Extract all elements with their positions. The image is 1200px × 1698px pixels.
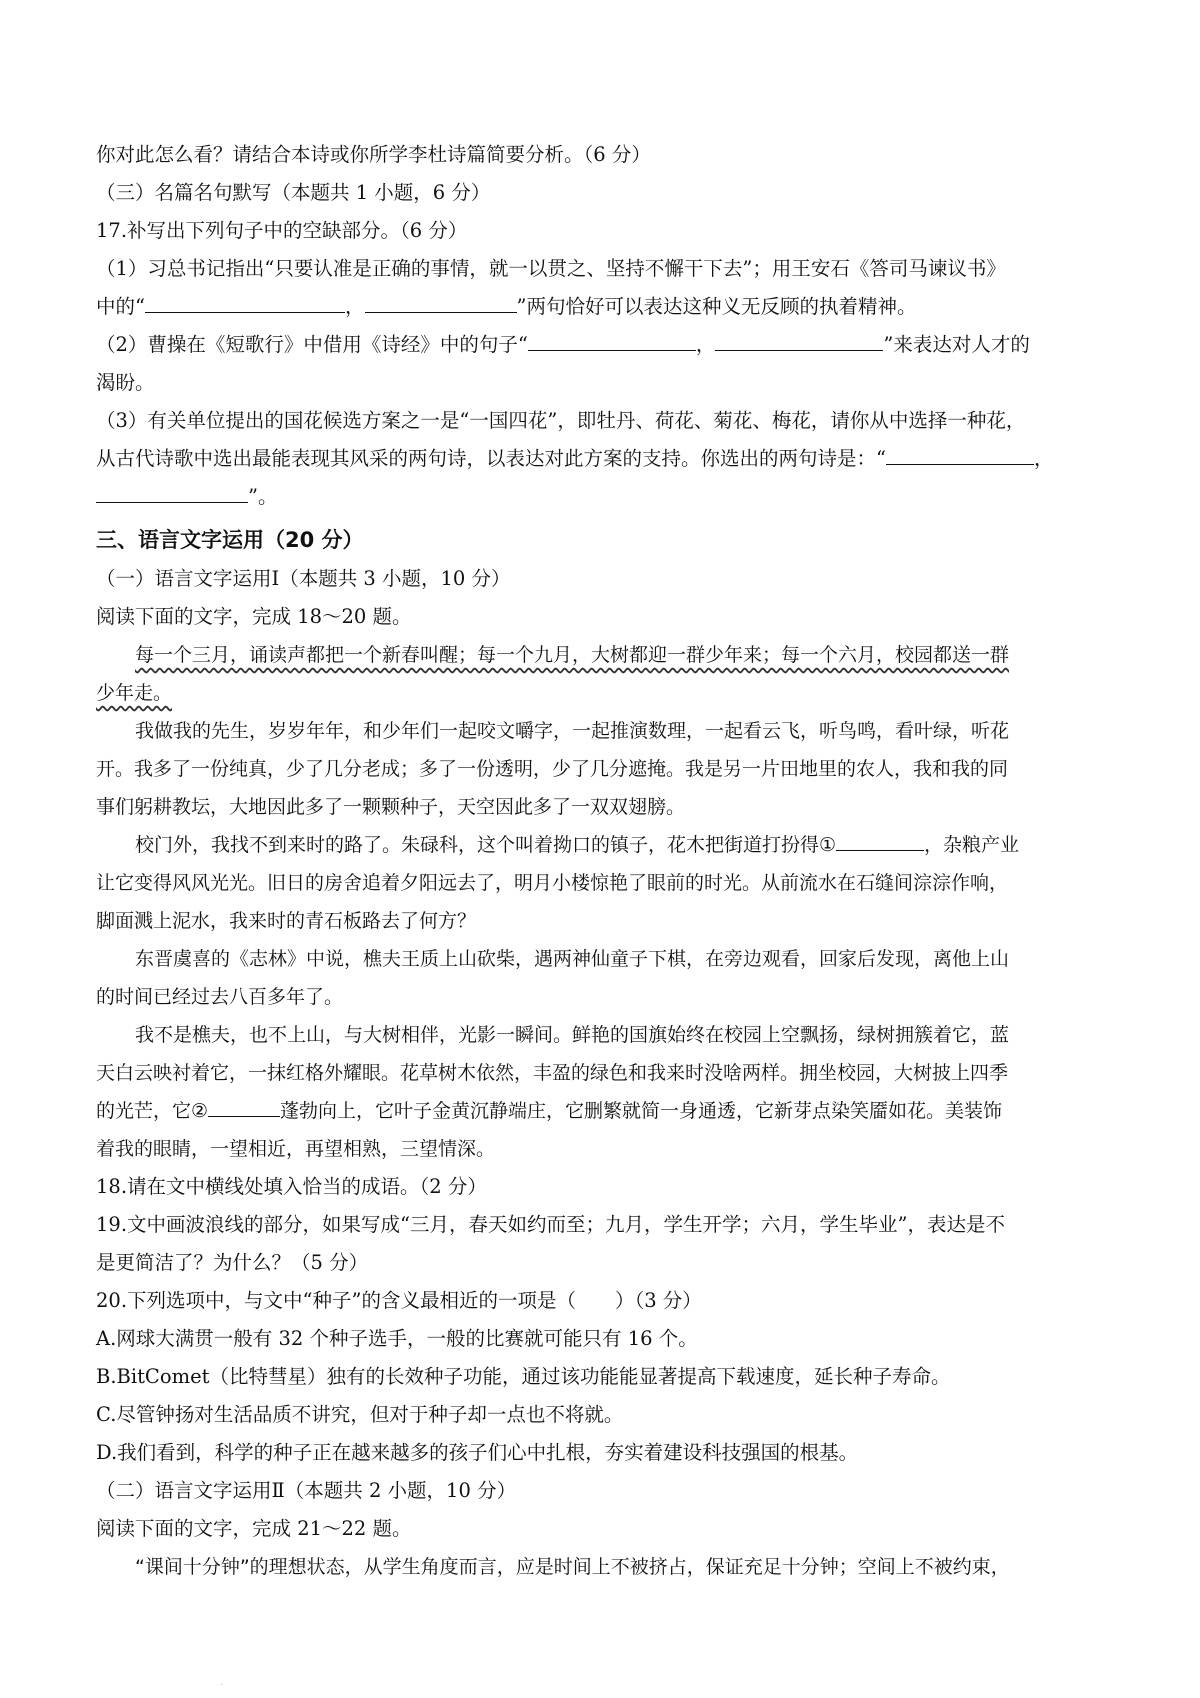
passage-para2-line1: 我做我的先生，岁岁年年，和少年们一起咬文嚼字，一起推演数理，一起看云飞，听鸟鸣，看叶绿，听花	[135, 720, 1010, 742]
text: 校门外，我找不到来时的路了。朱碌科，这个叫着拗口的镇子，花木把街道打扮得①	[135, 834, 837, 856]
q17-item3-line2	[96, 440, 1104, 478]
text: 中的“	[96, 295, 145, 318]
passage-para3-line3: 脚面溅上泥水，我来时的青石板路去了何方？	[96, 910, 477, 932]
subsection2-title: （二）语言文字运用Ⅱ（本题共 2 小题，10 分）	[96, 1479, 517, 1502]
q17-item2-line1	[96, 326, 1104, 364]
reading-instruction-1: 阅读下面的文字，完成 18～20 题。	[96, 605, 412, 628]
passage-para5-line4: 着我的眼睛，一望相近，再望相熟，三望情深。	[96, 1138, 496, 1160]
text: ”。	[248, 485, 278, 508]
option-b[interactable]: B.BitComet（比特彗星）独有的长效种子功能，通过该功能能显著提高下载速度，延长种子寿命。	[96, 1365, 951, 1388]
text: ，杂粮产业	[924, 834, 1020, 856]
passage-para4-line2: 的时间已经过去八百多年了。	[96, 986, 344, 1008]
part3-heading: 三、语言文字运用（20 分）	[96, 528, 364, 552]
q17-item2-line2: 渴盼。	[96, 371, 155, 394]
option-a[interactable]: A.网球大满贯一般有 32 个种子选手，一般的比赛就可能只有 16 个。	[96, 1327, 698, 1350]
passage-para2-line2: 开。我多了一份纯真，少了几分老成；多了一份透明，少了几分遮掩。我是另一片田地里的农人，我和我的同	[96, 758, 1009, 780]
q18: 18.请在文中横线处填入恰当的成语。（2 分）	[96, 1175, 487, 1198]
text: ，	[1033, 447, 1054, 470]
passage-para1-cont	[96, 674, 1104, 712]
passage2-para1-line1: “课间十分钟”的理想状态，从学生角度而言，应是时间上不被挤占，保证充足十分钟；空间上不被约束，	[135, 1556, 1010, 1578]
text: ”来表达对人才的	[883, 333, 1030, 356]
passage-para2-line3: 事们躬耕教坛，大地因此多了一颗颗种子，天空因此多了一双双翅膀。	[96, 796, 686, 818]
answer-blank[interactable]	[145, 290, 345, 313]
text: 的光芒，它②	[96, 1100, 209, 1122]
answer-blank[interactable]	[886, 442, 1034, 465]
text: ，	[344, 295, 365, 318]
text: ，	[695, 333, 716, 356]
q17-item1-line2	[96, 288, 1104, 326]
answer-blank-1[interactable]	[836, 828, 924, 851]
text: （2）曹操在《短歌行》中借用《诗经》中的句子“	[96, 333, 528, 356]
wavy-underlined-text: 每一个三月，诵读声都把一个新春叫醒；每一个九月，大树都迎一群少年来；每一个六月，校园都送一群	[135, 644, 1010, 666]
text: 从古代诗歌中选出最能表现其风采的两句诗，以表达对此方案的支持。你选出的两句诗是：“	[96, 447, 886, 470]
q19-line2: 是更简洁了？为什么？（5 分）	[96, 1251, 369, 1274]
answer-blank[interactable]	[528, 328, 696, 351]
passage-para4-line1: 东晋虞喜的《志林》中说，樵夫王质上山砍柴，遇两神仙童子下棋，在旁边观看，回家后发现，离他上山	[135, 948, 1010, 970]
q16-tail: 你对此怎么看？请结合本诗或你所学李杜诗篇简要分析。（6 分）	[96, 143, 651, 166]
answer-blank[interactable]	[96, 480, 248, 503]
subsection1-title: （一）语言文字运用Ⅰ（本题共 3 小题，10 分）	[96, 567, 511, 590]
q17-title: 17.补写出下列句子中的空缺部分。（6 分）	[96, 219, 468, 242]
option-c[interactable]: C.尽管钟扬对生活品质不讲究，但对于种子却一点也不将就。	[96, 1403, 624, 1426]
wavy-underlined-text: 少年走。	[96, 682, 173, 704]
passage-para1	[96, 636, 1104, 674]
passage-para5-line2: 天白云映衬着它，一抹红格外耀眼。花草树木依然，丰盈的绿色和我来时没啥两样。拥坐校园，大树披上四季	[96, 1062, 1009, 1084]
text: 蓬勃向上，它叶子金黄沉静端庄，它删繁就简一身通透，它新芽点染笑靥如花。美装饰	[280, 1100, 1003, 1122]
answer-blank[interactable]	[715, 328, 883, 351]
answer-blank-2[interactable]	[208, 1094, 280, 1117]
answer-blank[interactable]	[365, 290, 517, 313]
passage-para5-line3	[96, 1092, 1104, 1130]
option-d[interactable]: D.我们看到，科学的种子正在越来越多的孩子们心中扎根，夯实着建设科技强国的根基。	[96, 1441, 859, 1464]
passage-para3-line2: 让它变得风风光光。旧日的房舍追着夕阳远去了，明月小楼惊艳了眼前的时光。从前流水在石缝间淙淙作响，	[96, 872, 1009, 894]
passage-para3-line1	[96, 826, 1104, 864]
footer-mark: .	[220, 1677, 224, 1688]
reading-instruction-2: 阅读下面的文字，完成 21～22 题。	[96, 1517, 412, 1540]
section-subheading-recitation: （三）名篇名句默写（本题共 1 小题，6 分）	[96, 181, 491, 204]
q17-item3-line1: （3）有关单位提出的国花候选方案之一是“一国四花”，即牡丹、荷花、菊花、梅花，请你从中选择一种花，	[96, 409, 1026, 432]
q20: 20.下列选项中，与文中“种子”的含义最相近的一项是（ ）（3 分）	[96, 1289, 702, 1312]
passage-para5-line1: 我不是樵夫，也不上山，与大树相伴，光影一瞬间。鲜艳的国旗始终在校园上空飘扬，绿树拥簇着它，蓝	[135, 1024, 1010, 1046]
q17-item1-line1: （1）习总书记指出“只要认准是正确的事情，就一以贯之、坚持不懈干下去”；用王安石《答司马谏议书》	[96, 257, 1006, 280]
q17-item3-line3	[96, 478, 1104, 516]
q19-line1: 19.文中画波浪线的部分，如果写成“三月，春天如约而至；九月，学生开学；六月，学生毕业”，表达是不	[96, 1213, 1005, 1236]
text: ”两句恰好可以表达这种义无反顾的执着精神。	[516, 295, 917, 318]
